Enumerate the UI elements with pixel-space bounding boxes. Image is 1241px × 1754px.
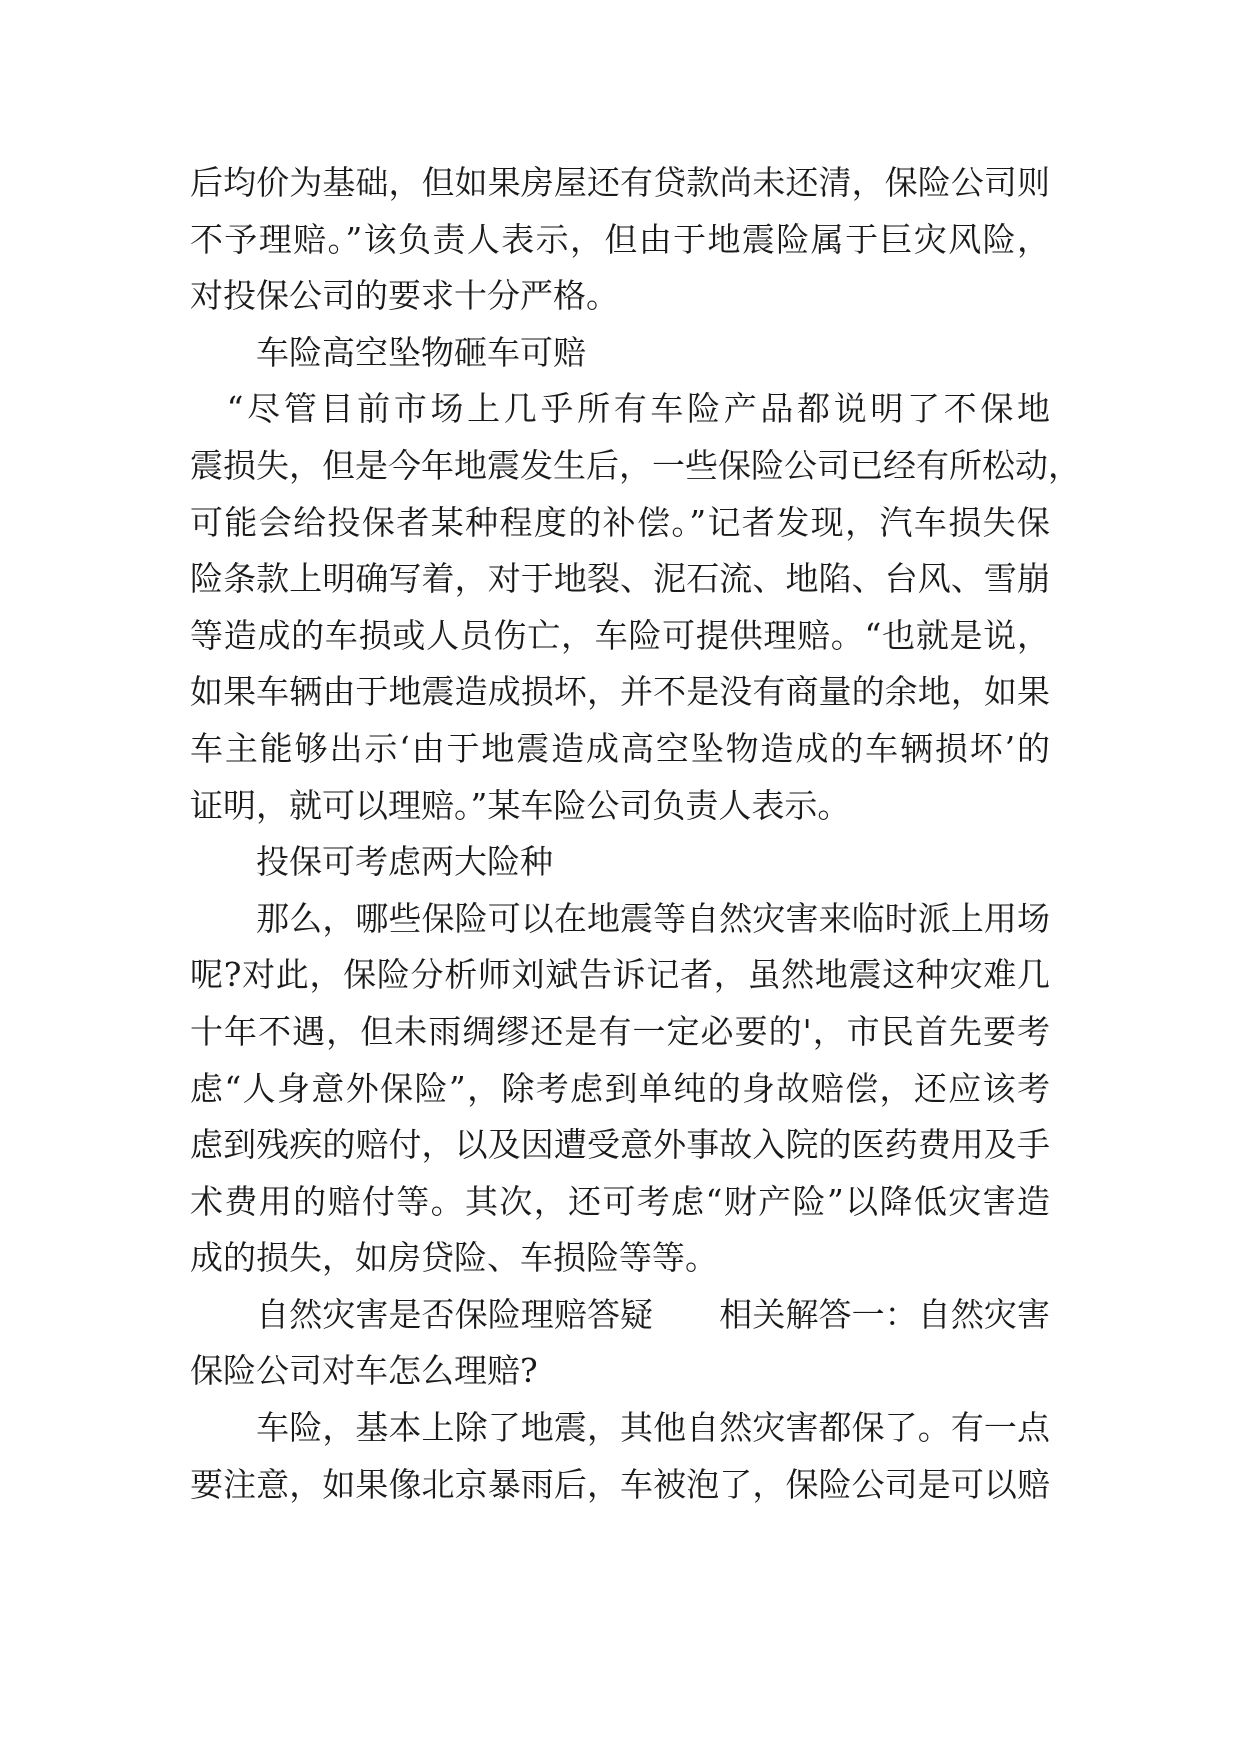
document-line: 后均价为基础，但如果房屋还有贷款尚未还清，保险公司则 [190,163,1050,202]
document-line: “尽管目前市场上几乎所有车险产品都说明了不保地 [190,389,1050,429]
document-line: 呢?对此，保险分析师刘斌告诉记者，虽然地震这种灾难几 [190,955,1050,995]
document-line: 震损失，但是今年地震发生后，一些保险公司已经有所松动， [190,445,1081,485]
document-line: 虑“人身意外保险”，除考虑到单纯的身故赔偿，还应该考 [190,1068,1050,1108]
document-line: 要注意，如果像北京暴雨后，车被泡了，保险公司是可以赔 [190,1464,1050,1504]
document-line: 投保可考虑两大险种 [190,842,553,882]
document-line: 险条款上明确写着，对于地裂、泥石流、地陷、台风、雪崩 [190,559,1050,599]
document-line: 车险，基本上除了地震，其他自然灾害都保了。有一点 [190,1408,1050,1448]
document-line: 对投保公司的要求十分严格。 [190,276,619,316]
document-line: 证明，就可以理赔。”某车险公司负责人表示。 [190,785,851,825]
document-body [190,155,1081,1513]
document-line: 车主能够出示‘由于地震造成高空坠物造成的车辆损坏’的 [190,728,1050,768]
document-line: 那么，哪些保险可以在地震等自然灾害来临时派上用场 [190,898,1050,938]
document-line: 不予理赔。”该负责人表示，但由于地震险属于巨灾风险， [190,219,1050,259]
document-line: 如果车辆由于地震造成损坏，并不是没有商量的余地，如果 [190,672,1050,712]
document-line: 可能会给投保者某种程度的补偿。”记者发现，汽车损失保 [190,502,1050,542]
document-line: 车险高空坠物砸车可赔 [190,332,586,372]
document-line: 自然灾害是否保险理赔答疑 相关解答一：自然灾害 [190,1294,1050,1334]
document-line: 十年不遇，但未雨绸缪还是有一定必要的'，市民首先要考 [190,1011,1050,1051]
document-line: 虑到残疾的赔付，以及因遭受意外事故入院的医药费用及手 [190,1125,1050,1165]
document-line: 术费用的赔付等。其次，还可考虑“财产险”以降低灾害造 [190,1181,1050,1221]
document-line: 保险公司对车怎么理赔? [190,1351,538,1391]
document-line: 等造成的车损或人员伤亡，车险可提供理赔。“也就是说， [190,615,1050,655]
document-line: 成的损失，如房贷险、车损险等等。 [190,1238,718,1278]
